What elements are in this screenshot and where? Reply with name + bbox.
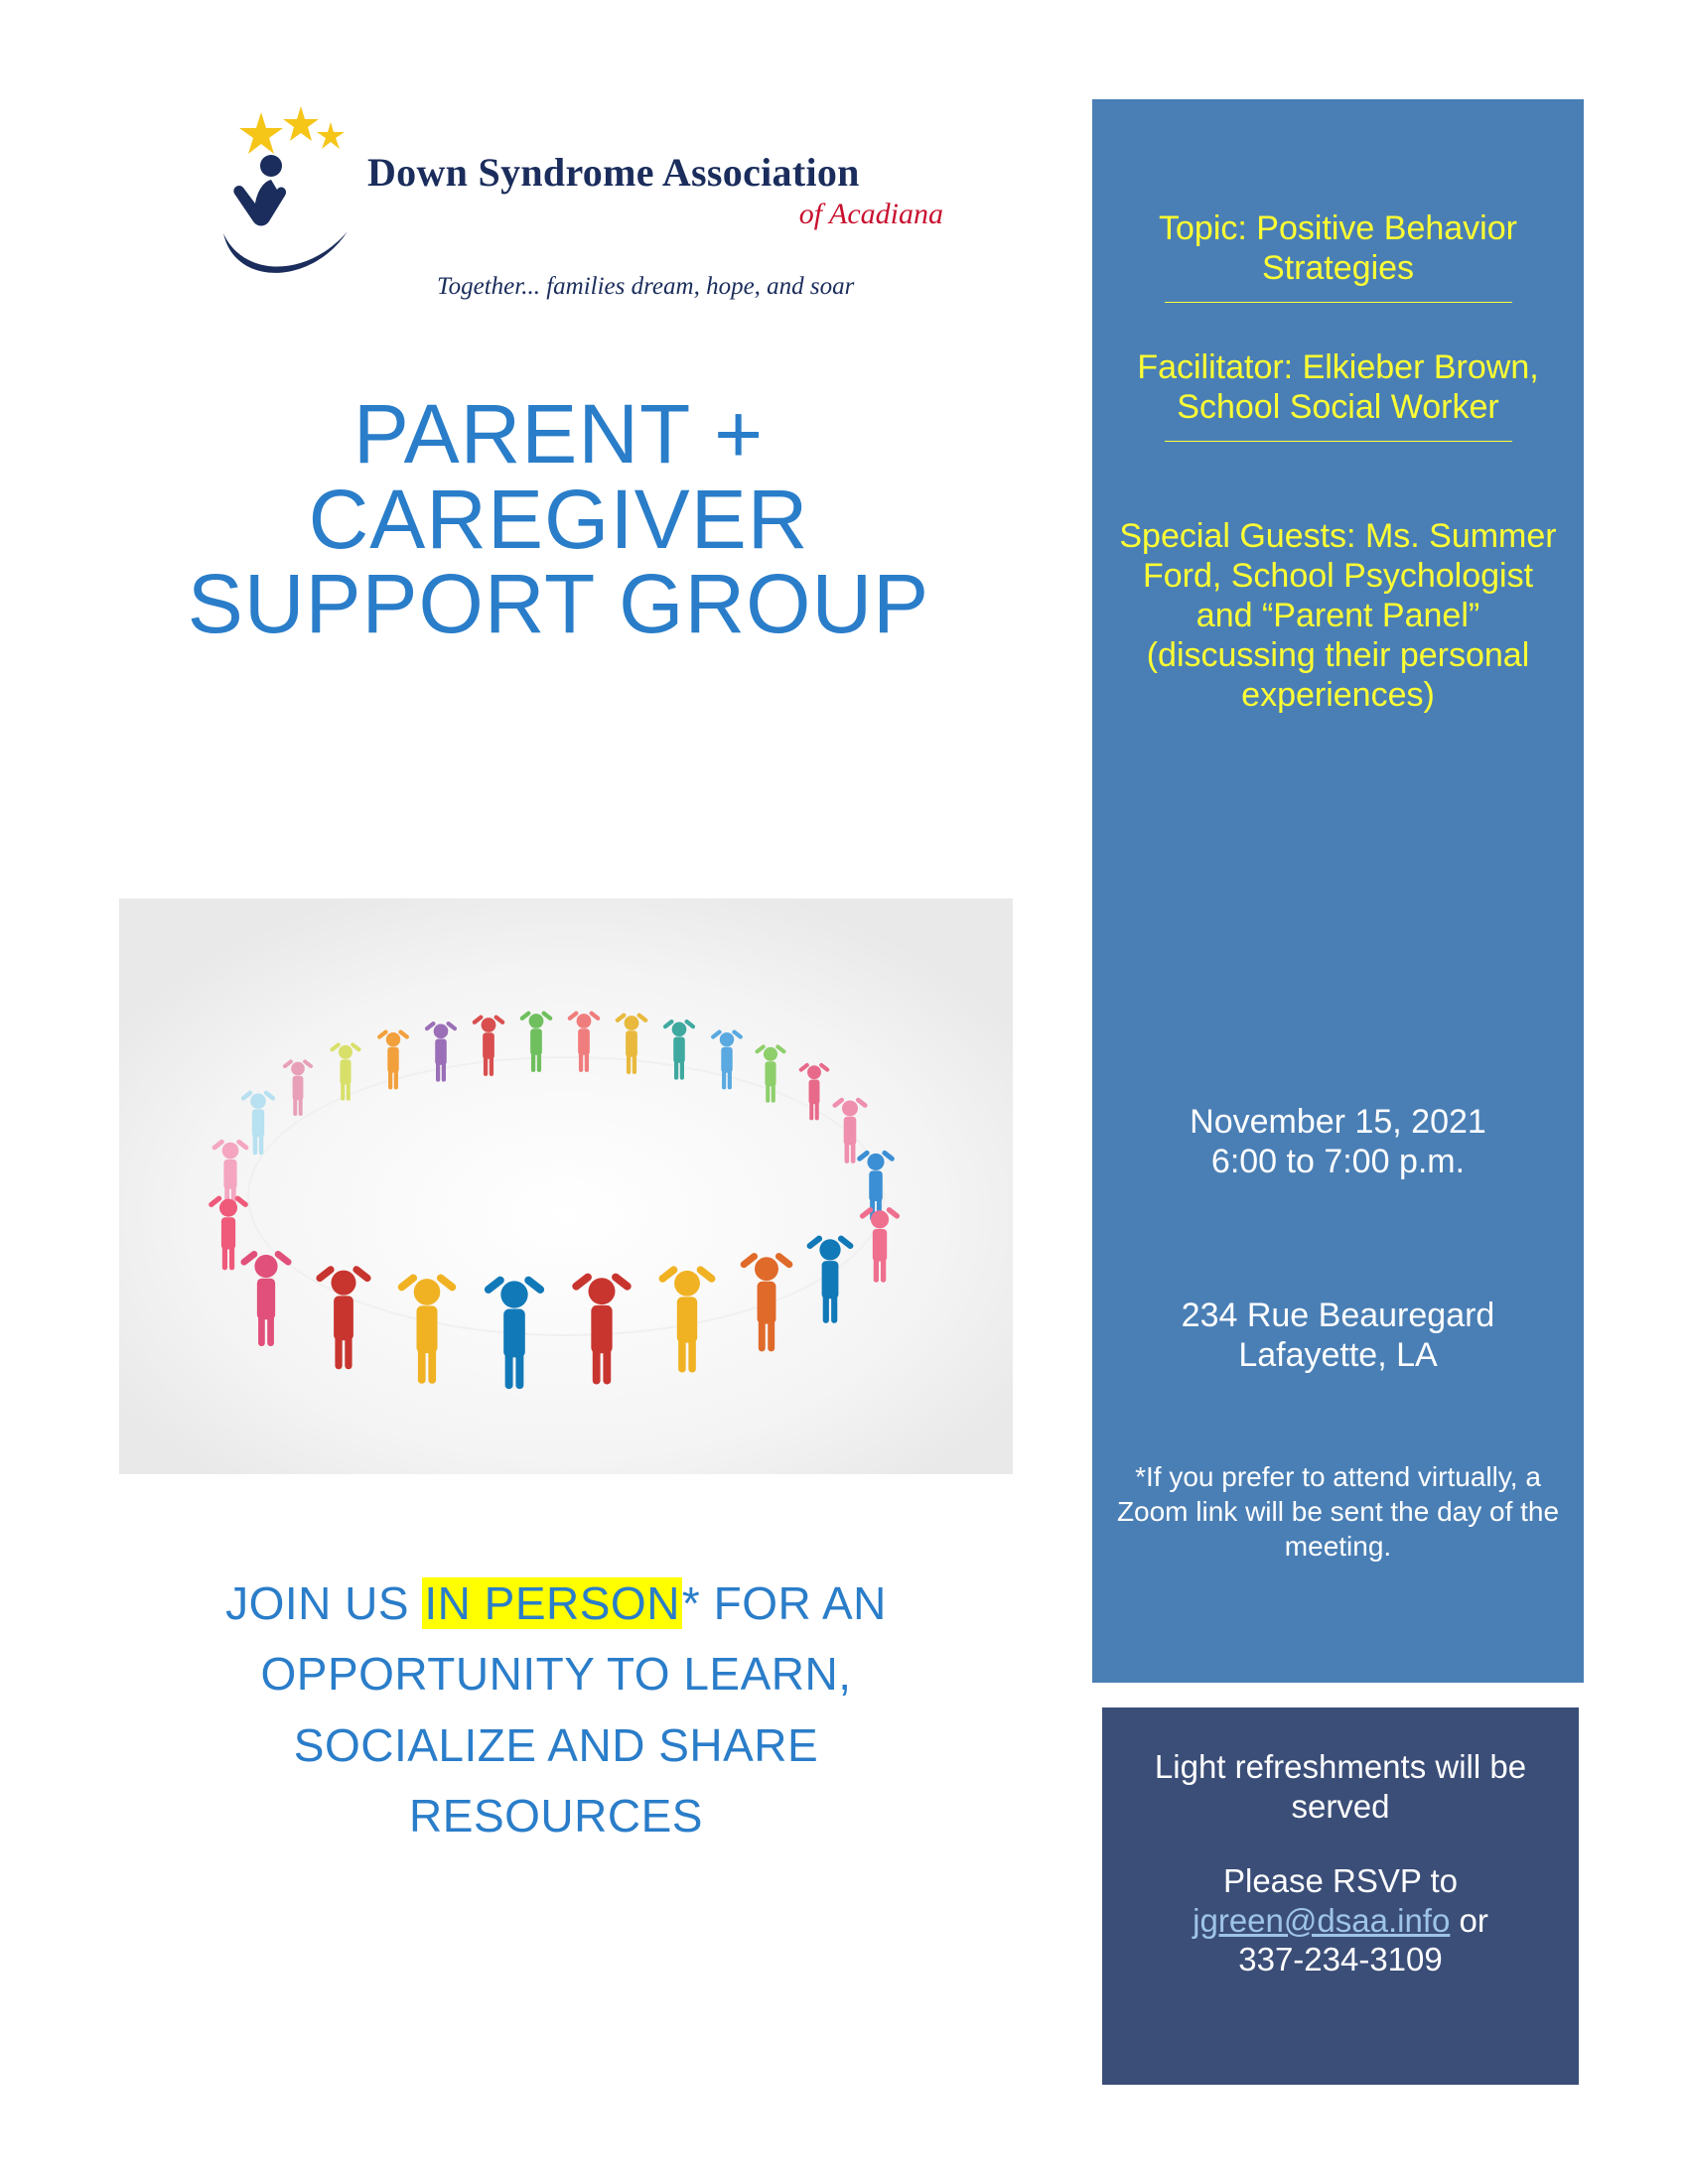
date-time-block xyxy=(1110,1102,1566,1181)
event-details-panel xyxy=(1092,99,1584,1683)
address-line-2: Lafayette, LA xyxy=(1238,1336,1438,1375)
person-with-stars-logo-icon xyxy=(213,104,362,303)
address-line-1: 234 Rue Beauregard xyxy=(1181,1297,1495,1334)
flyer-headline xyxy=(40,387,1077,651)
address-block xyxy=(1110,1296,1566,1375)
virtual-note-text: *If you prefer to attend virtually, a Zoom link will be sent the day of the meeting. xyxy=(1116,1461,1560,1562)
organization-name xyxy=(367,149,963,231)
rsvp-email-link[interactable]: jgreen@dsaa.info xyxy=(1193,1901,1451,1939)
rsvp-phone: 337-234-3109 xyxy=(1238,1941,1443,1979)
facilitator-block xyxy=(1110,347,1566,456)
cta-line-4: RESOURCES xyxy=(409,1789,703,1842)
refreshments-text: Light refreshments will be served xyxy=(1154,1748,1527,1825)
call-to-action-text xyxy=(79,1569,1033,1851)
topic-text: Topic: Positive Behavior Strategies xyxy=(1159,209,1517,288)
spacer xyxy=(1122,1826,1559,1861)
divider-1 xyxy=(1165,302,1512,303)
headline-line-2: CAREGIVER xyxy=(308,472,809,566)
special-guests-text: Special Guests: Ms. Summer Ford, School Psychologist and “Parent Panel” (discussing their personal experiences) xyxy=(1119,517,1557,715)
event-date: November 15, 2021 xyxy=(1190,1103,1486,1141)
organization-logo-block xyxy=(213,94,968,323)
cta-part-2: * FOR AN xyxy=(681,1577,887,1629)
cta-line-2: OPPORTUNITY TO LEARN, xyxy=(260,1648,852,1701)
facilitator-text: Facilitator: Elkieber Brown, School Social Worker xyxy=(1137,348,1539,427)
org-name-line2: of Acadiana xyxy=(798,198,943,230)
cta-highlight: IN PERSON xyxy=(424,1577,680,1629)
circle-of-paper-people-illustration xyxy=(119,898,1013,1474)
headline-line-1: PARENT + xyxy=(352,387,765,480)
rsvp-panel xyxy=(1102,1707,1579,2085)
virtual-attendance-note xyxy=(1110,1459,1566,1564)
cta-line-3: SOCIALIZE AND SHARE xyxy=(293,1718,819,1771)
cta-line-1 xyxy=(79,1569,1033,1639)
rsvp-or-text: or xyxy=(1450,1901,1488,1939)
divider-2 xyxy=(1165,441,1512,442)
org-tagline: Together... families dream, hope, and soar xyxy=(437,273,855,300)
cta-part-1: JOIN US xyxy=(225,1577,423,1629)
rsvp-contact-line xyxy=(1122,1901,1559,1941)
rsvp-intro-text: Please RSVP to xyxy=(1222,1862,1459,1900)
special-guests-block xyxy=(1110,516,1566,716)
org-name-line1: Down Syndrome Association xyxy=(367,150,860,195)
headline-line-3: SUPPORT GROUP xyxy=(187,557,930,651)
topic-block xyxy=(1110,208,1566,317)
event-time: 6:00 to 7:00 p.m. xyxy=(1210,1143,1466,1181)
